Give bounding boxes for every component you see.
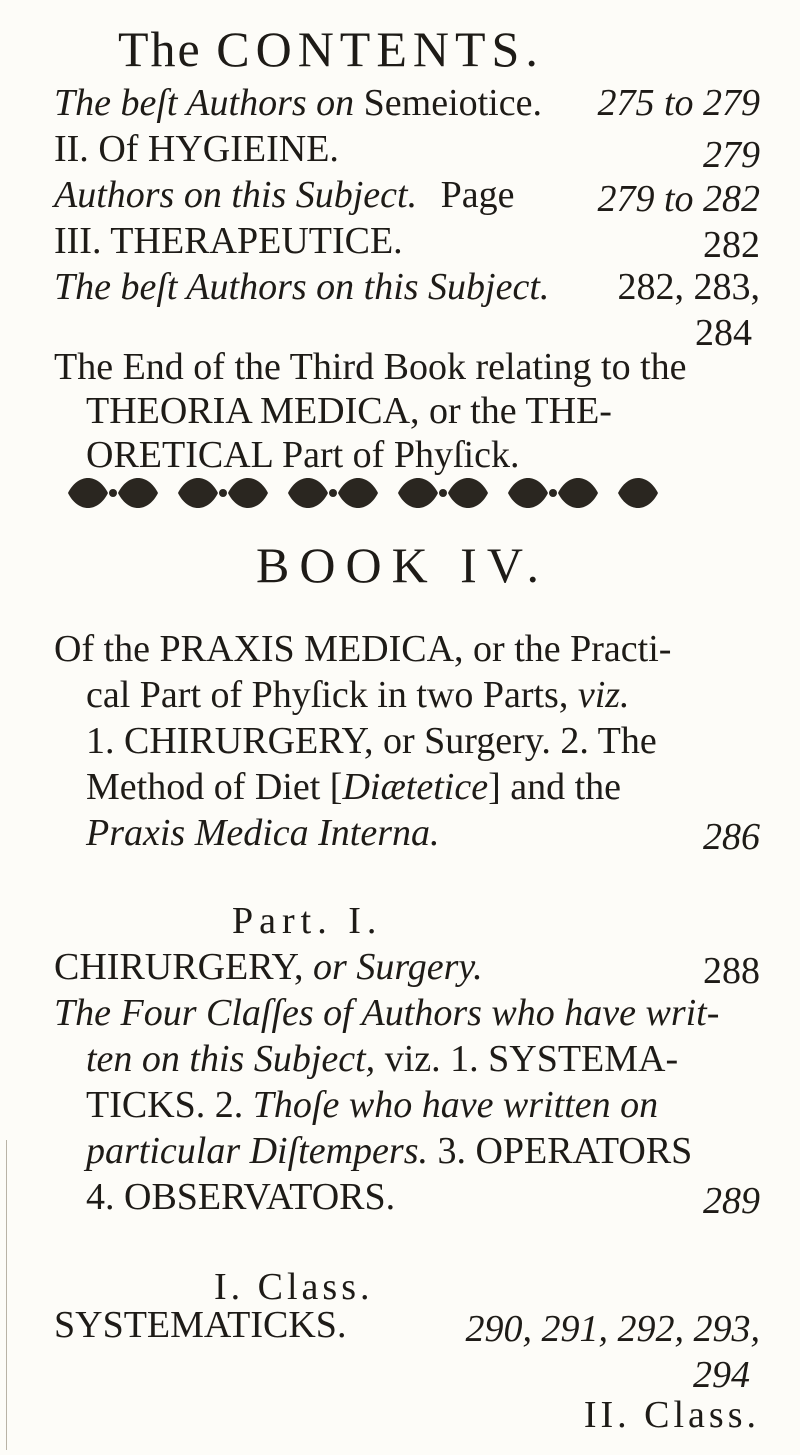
entry-extra: Page xyxy=(440,174,515,216)
entry-text: Authors on this Subject. xyxy=(54,174,418,216)
part-text: viz. 1. SYSTEMA- xyxy=(384,1038,679,1080)
book-intro-page: 286 xyxy=(703,816,760,858)
entry-extra: THERAPEUTICE. xyxy=(110,220,403,262)
part-line-6: 4. OBSERVATORS. xyxy=(86,1176,396,1218)
part-text: CHIRURGERY, xyxy=(54,946,304,988)
entry-page-cont: 284 xyxy=(695,312,752,354)
book-intro-line-1: Of the PRAXIS MEDICA, or the Practi- xyxy=(54,628,672,670)
entry-page: 275 to 279 xyxy=(597,82,760,124)
title-prefix: The xyxy=(118,21,202,77)
book-intro-line-4 xyxy=(86,768,621,806)
page-title xyxy=(118,21,544,77)
class-pages: 290, 291, 292, 293, xyxy=(465,1308,760,1350)
title-caps: CONTENTS. xyxy=(216,21,544,77)
entry-text: III. xyxy=(54,220,102,262)
part-line-4 xyxy=(86,1086,658,1124)
intro-italic: Diætetice xyxy=(342,766,489,808)
entry-semeiotice xyxy=(54,84,542,122)
book-heading: BOOK IV. xyxy=(256,537,549,593)
class-line-1: SYSTEMATICKS. xyxy=(54,1304,347,1346)
catchword: II. Class. xyxy=(583,1394,760,1436)
part-line-6-page: 289 xyxy=(703,1180,760,1222)
intro-text: cal Part of Phyſick in two Parts, xyxy=(86,674,569,716)
part-italic: particular Diſtempers. xyxy=(86,1130,428,1172)
entry-page: 279 xyxy=(703,134,760,176)
entry-authors xyxy=(54,176,514,214)
intro-viz: viz. xyxy=(577,674,630,716)
part-line-3 xyxy=(86,1040,678,1078)
part-page: 288 xyxy=(703,950,760,992)
end-note-line-3: ORETICAL Part of Phyſick. xyxy=(86,434,520,476)
intro-text: ] and the xyxy=(488,766,622,808)
entry-page: 282, 283, xyxy=(617,266,760,308)
part-line-5 xyxy=(86,1132,692,1170)
entry-extra: Semeiotice. xyxy=(363,82,542,124)
part-line-1 xyxy=(54,948,483,986)
book-intro-line-2 xyxy=(86,676,630,714)
class-heading: I. Class. xyxy=(214,1266,374,1308)
part-italic: or Surgery. xyxy=(313,946,483,988)
fleuron-ornament-icon xyxy=(58,468,668,518)
entry-page: 282 xyxy=(703,224,760,266)
intro-text: Method of Diet [ xyxy=(86,766,343,808)
book-intro-line-3: 1. CHIRURGERY, or Surgery. 2. The xyxy=(86,720,657,762)
end-note-line-2: THEORIA MEDICA, or the THE- xyxy=(86,390,612,432)
part-text: TICKS. 2. xyxy=(86,1084,244,1126)
entry-best-authors: The beſt Authors on this Subject. xyxy=(54,266,550,308)
entry-therapeutice xyxy=(54,222,403,260)
part-line-2: The Four Claſſes of Authors who have writ- xyxy=(54,992,720,1034)
entry-page: 279 to 282 xyxy=(597,178,760,220)
book-intro-line-5: Praxis Medica Interna. xyxy=(86,812,440,854)
margin-rule xyxy=(6,1140,7,1450)
part-heading: Part. I. xyxy=(232,900,383,942)
entry-text: The beſt Authors on xyxy=(54,82,355,124)
part-text: 3. OPERATORS xyxy=(437,1130,693,1172)
part-italic: ten on this Subject, xyxy=(86,1038,376,1080)
entry-hygieine xyxy=(54,130,339,168)
entry-extra: Of HYGIEINE. xyxy=(98,128,339,170)
part-italic: Thoſe who have written on xyxy=(252,1084,659,1126)
entry-text: II. xyxy=(54,128,89,170)
class-pages-cont: 294 xyxy=(693,1354,750,1396)
end-note-line-1: The End of the Third Book relating to the xyxy=(54,346,687,388)
